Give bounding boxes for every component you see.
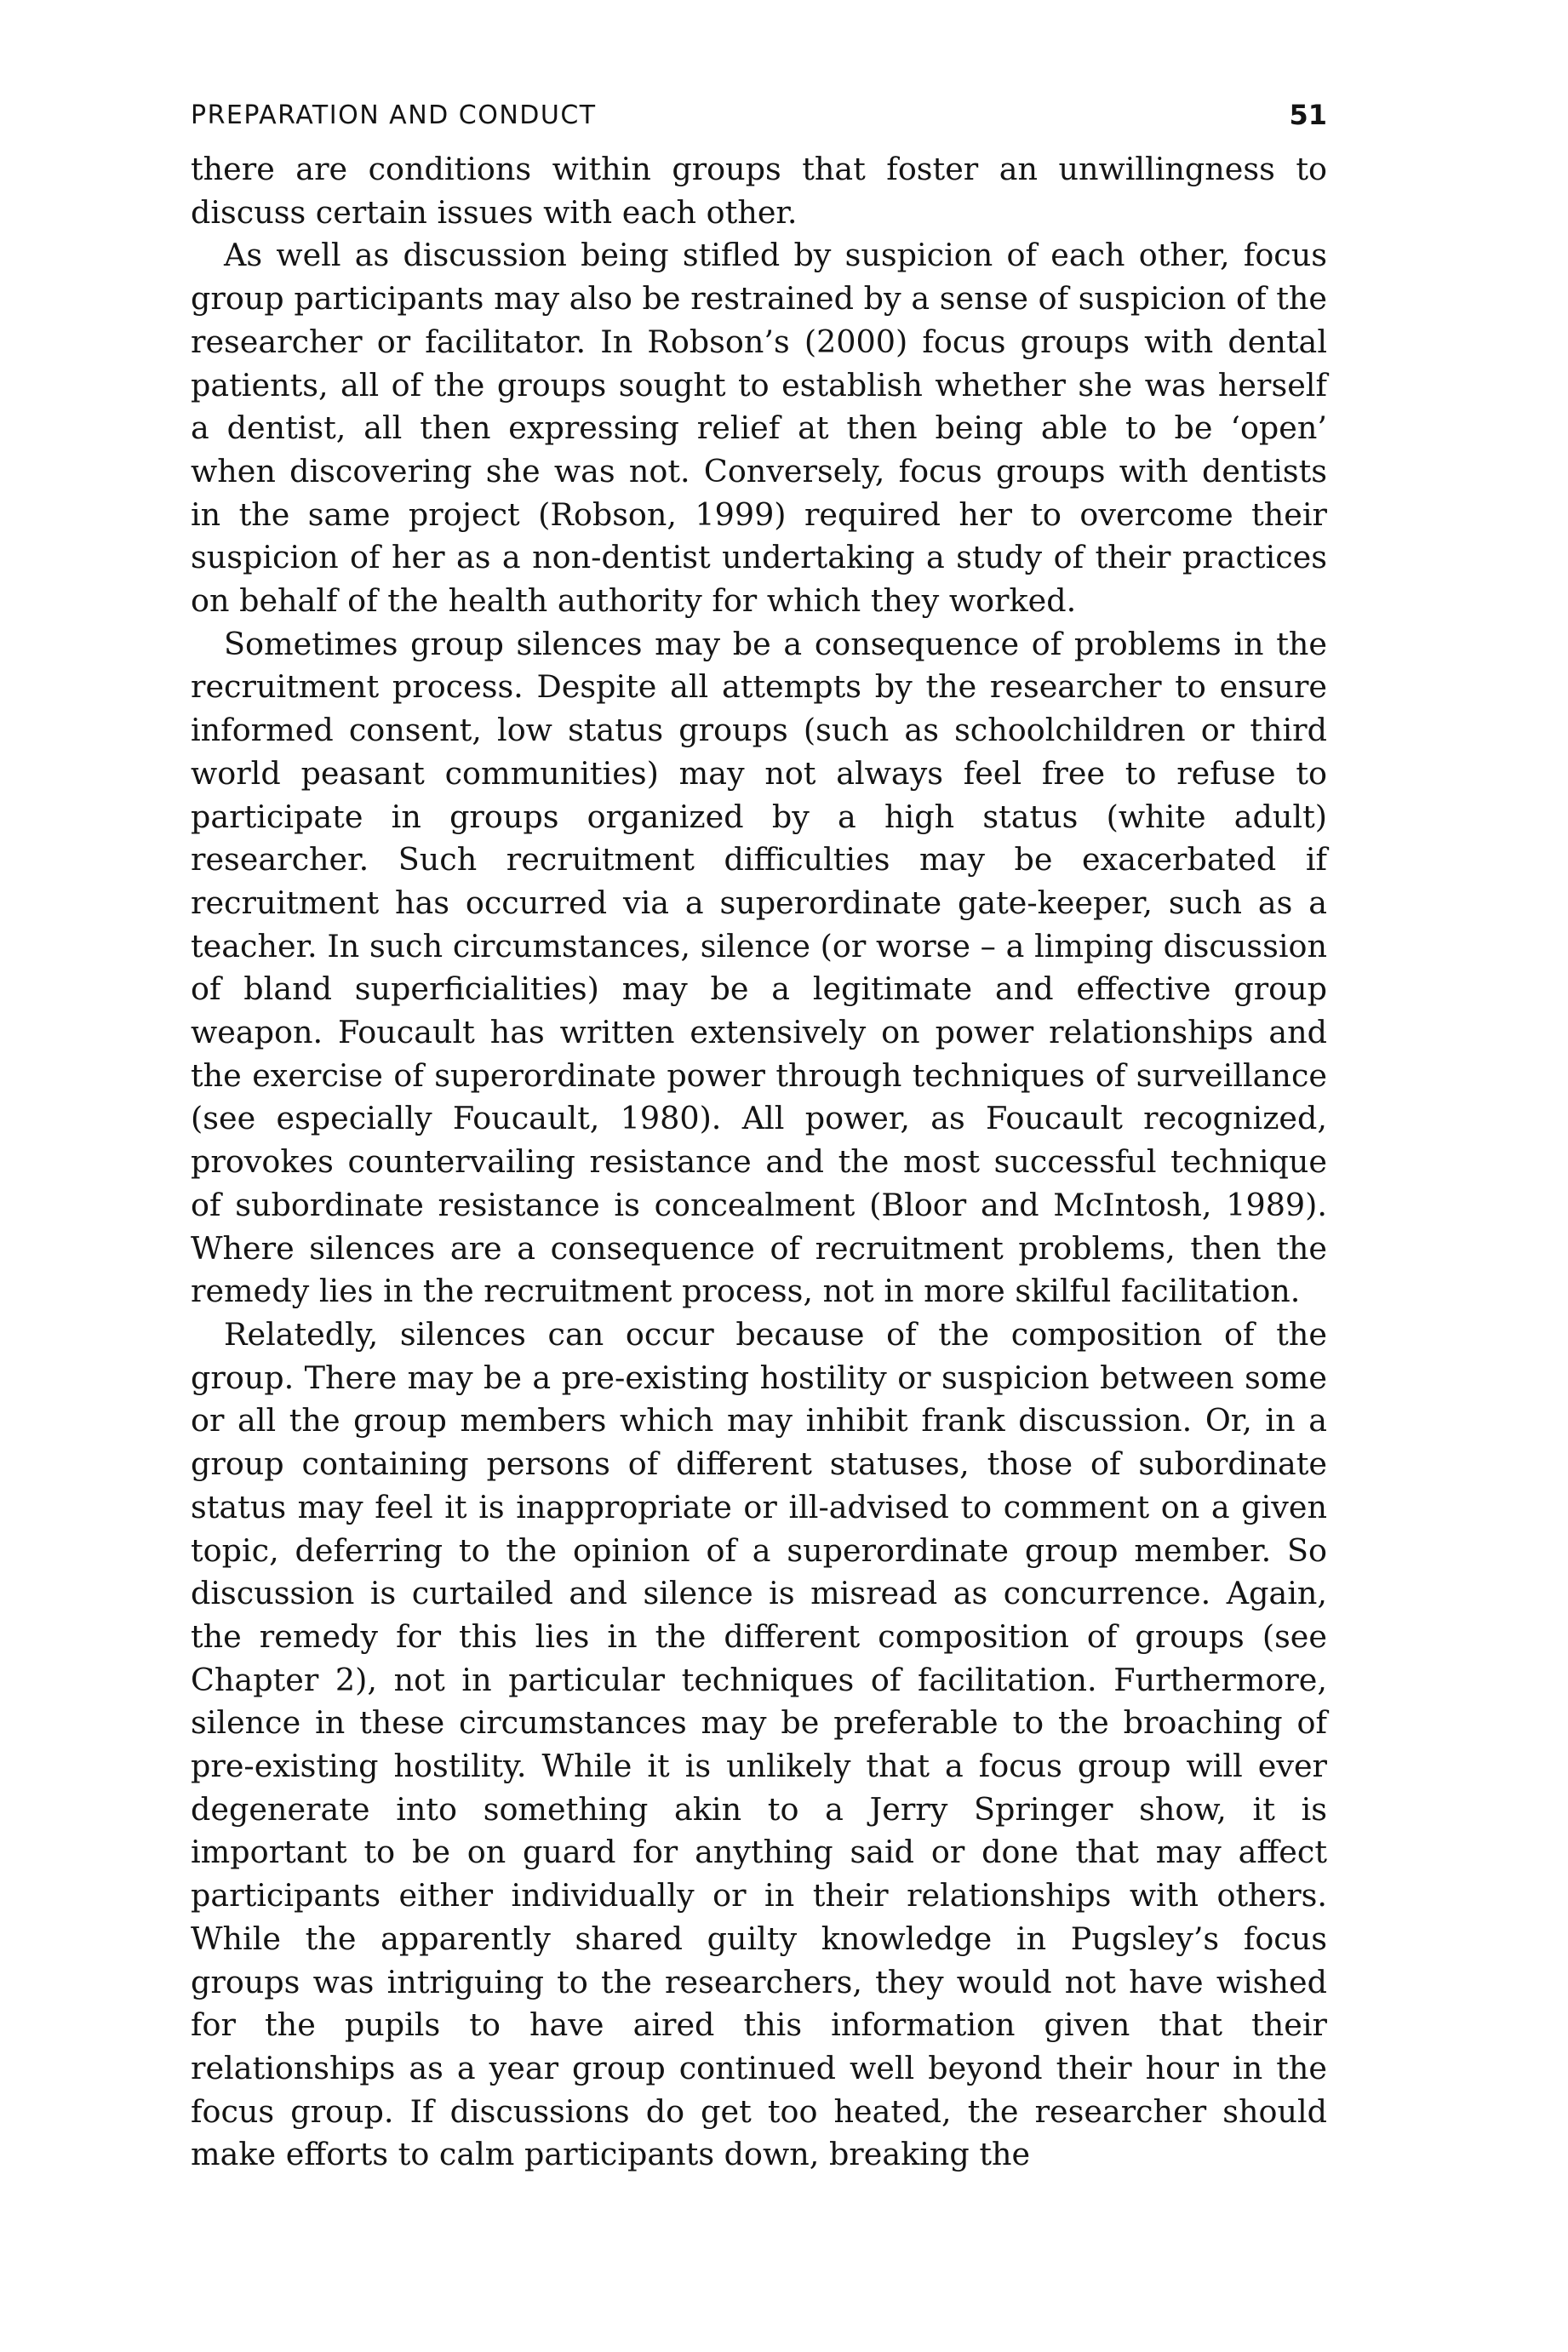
- paragraph-suspicion-of-researcher: As well as discussion being stifled by suspicion of each other, focus group participants may also be restrained by a sense of suspicion of the researcher or facilitator. In Robson’s (2000) focus groups with dental patients, all of the groups sought to establish whether she was herself a dentist, all then expressing relief at then being able to be ‘open’ when discovering she was not. Conversely, focus groups with dentists in the same project (Robson, 1999) required her to overcome their suspicion of her as a non-dentist undertaking a study of their practices on behalf of the health authority for which they worked.: [191, 237, 1327, 620]
- body-text: [191, 148, 1327, 2177]
- running-head: [191, 92, 1327, 143]
- paragraph-recruitment-silences: Sometimes group silences may be a consequence of problems in the recruitment process. Despite all attempts by the researcher to ensure informed consent, low status groups (such as schoolchildren or third world peasant communities) may not always feel free to refuse to participate in groups organized by a high status (white adult) researcher. Such recruitment difficulties may be exacerbated if recruitment has occurred via a superordinate gate-keeper, such as a teacher. In such circumstances, silence (or worse – a limping discussion of bland superficialities) may be a legitimate and effective group weapon. Foucault has written extensively on power relationships and the exercise of superordinate power through techniques of surveillance (see especially Foucault, 1980). All power, as Foucault recognized, provokes countervailing resistance and the most successful technique of subordinate resistance is concealment (Bloor and McIntosh, 1989). Where silences are a consequence of recruitment problems, then the remedy lies in the recruitment process, not in more skilful facilitation.: [191, 625, 1327, 1310]
- paragraph-continued: there are conditions within groups that foster an unwillingness to discuss certain issues with each other.: [191, 151, 1327, 231]
- paragraph-group-composition: Relatedly, silences can occur because of the composition of the group. There may be a pre-existing hostility or suspicion between some or all the group members which may inhibit frank discussion. Or, in a group containing persons of different statuses, those of subordinate status may feel it is inappropriate or ill-advised to comment on a given topic, deferring to the opinion of a superordinate group member. So discussion is curtailed and silence is misread as concurrence. Again, the remedy for this lies in the different composition of groups (see Chapter 2), not in particular techniques of facilitation. Furthermore, silence in these circumstances may be preferable to the broaching of pre-existing hostility. While it is unlikely that a focus group will ever degenerate into something akin to a Jerry Springer show, it is important to be on guard for anything said or done that may affect participants either individually or in their relationships with others. While the apparently shared guilty knowledge in Pugsley’s focus groups was intriguing to the researchers, they would not have wished for the pupils to have aired this information given that their relationships as a year group continued well beyond their hour in the focus group. If discussions do get too heated, the researcher should make efforts to calm participants down, breaking the: [191, 1315, 1327, 2173]
- page-number: 51: [1289, 99, 1327, 131]
- book-page: [191, 92, 1327, 2177]
- running-title: PREPARATION AND CONDUCT: [191, 100, 597, 130]
